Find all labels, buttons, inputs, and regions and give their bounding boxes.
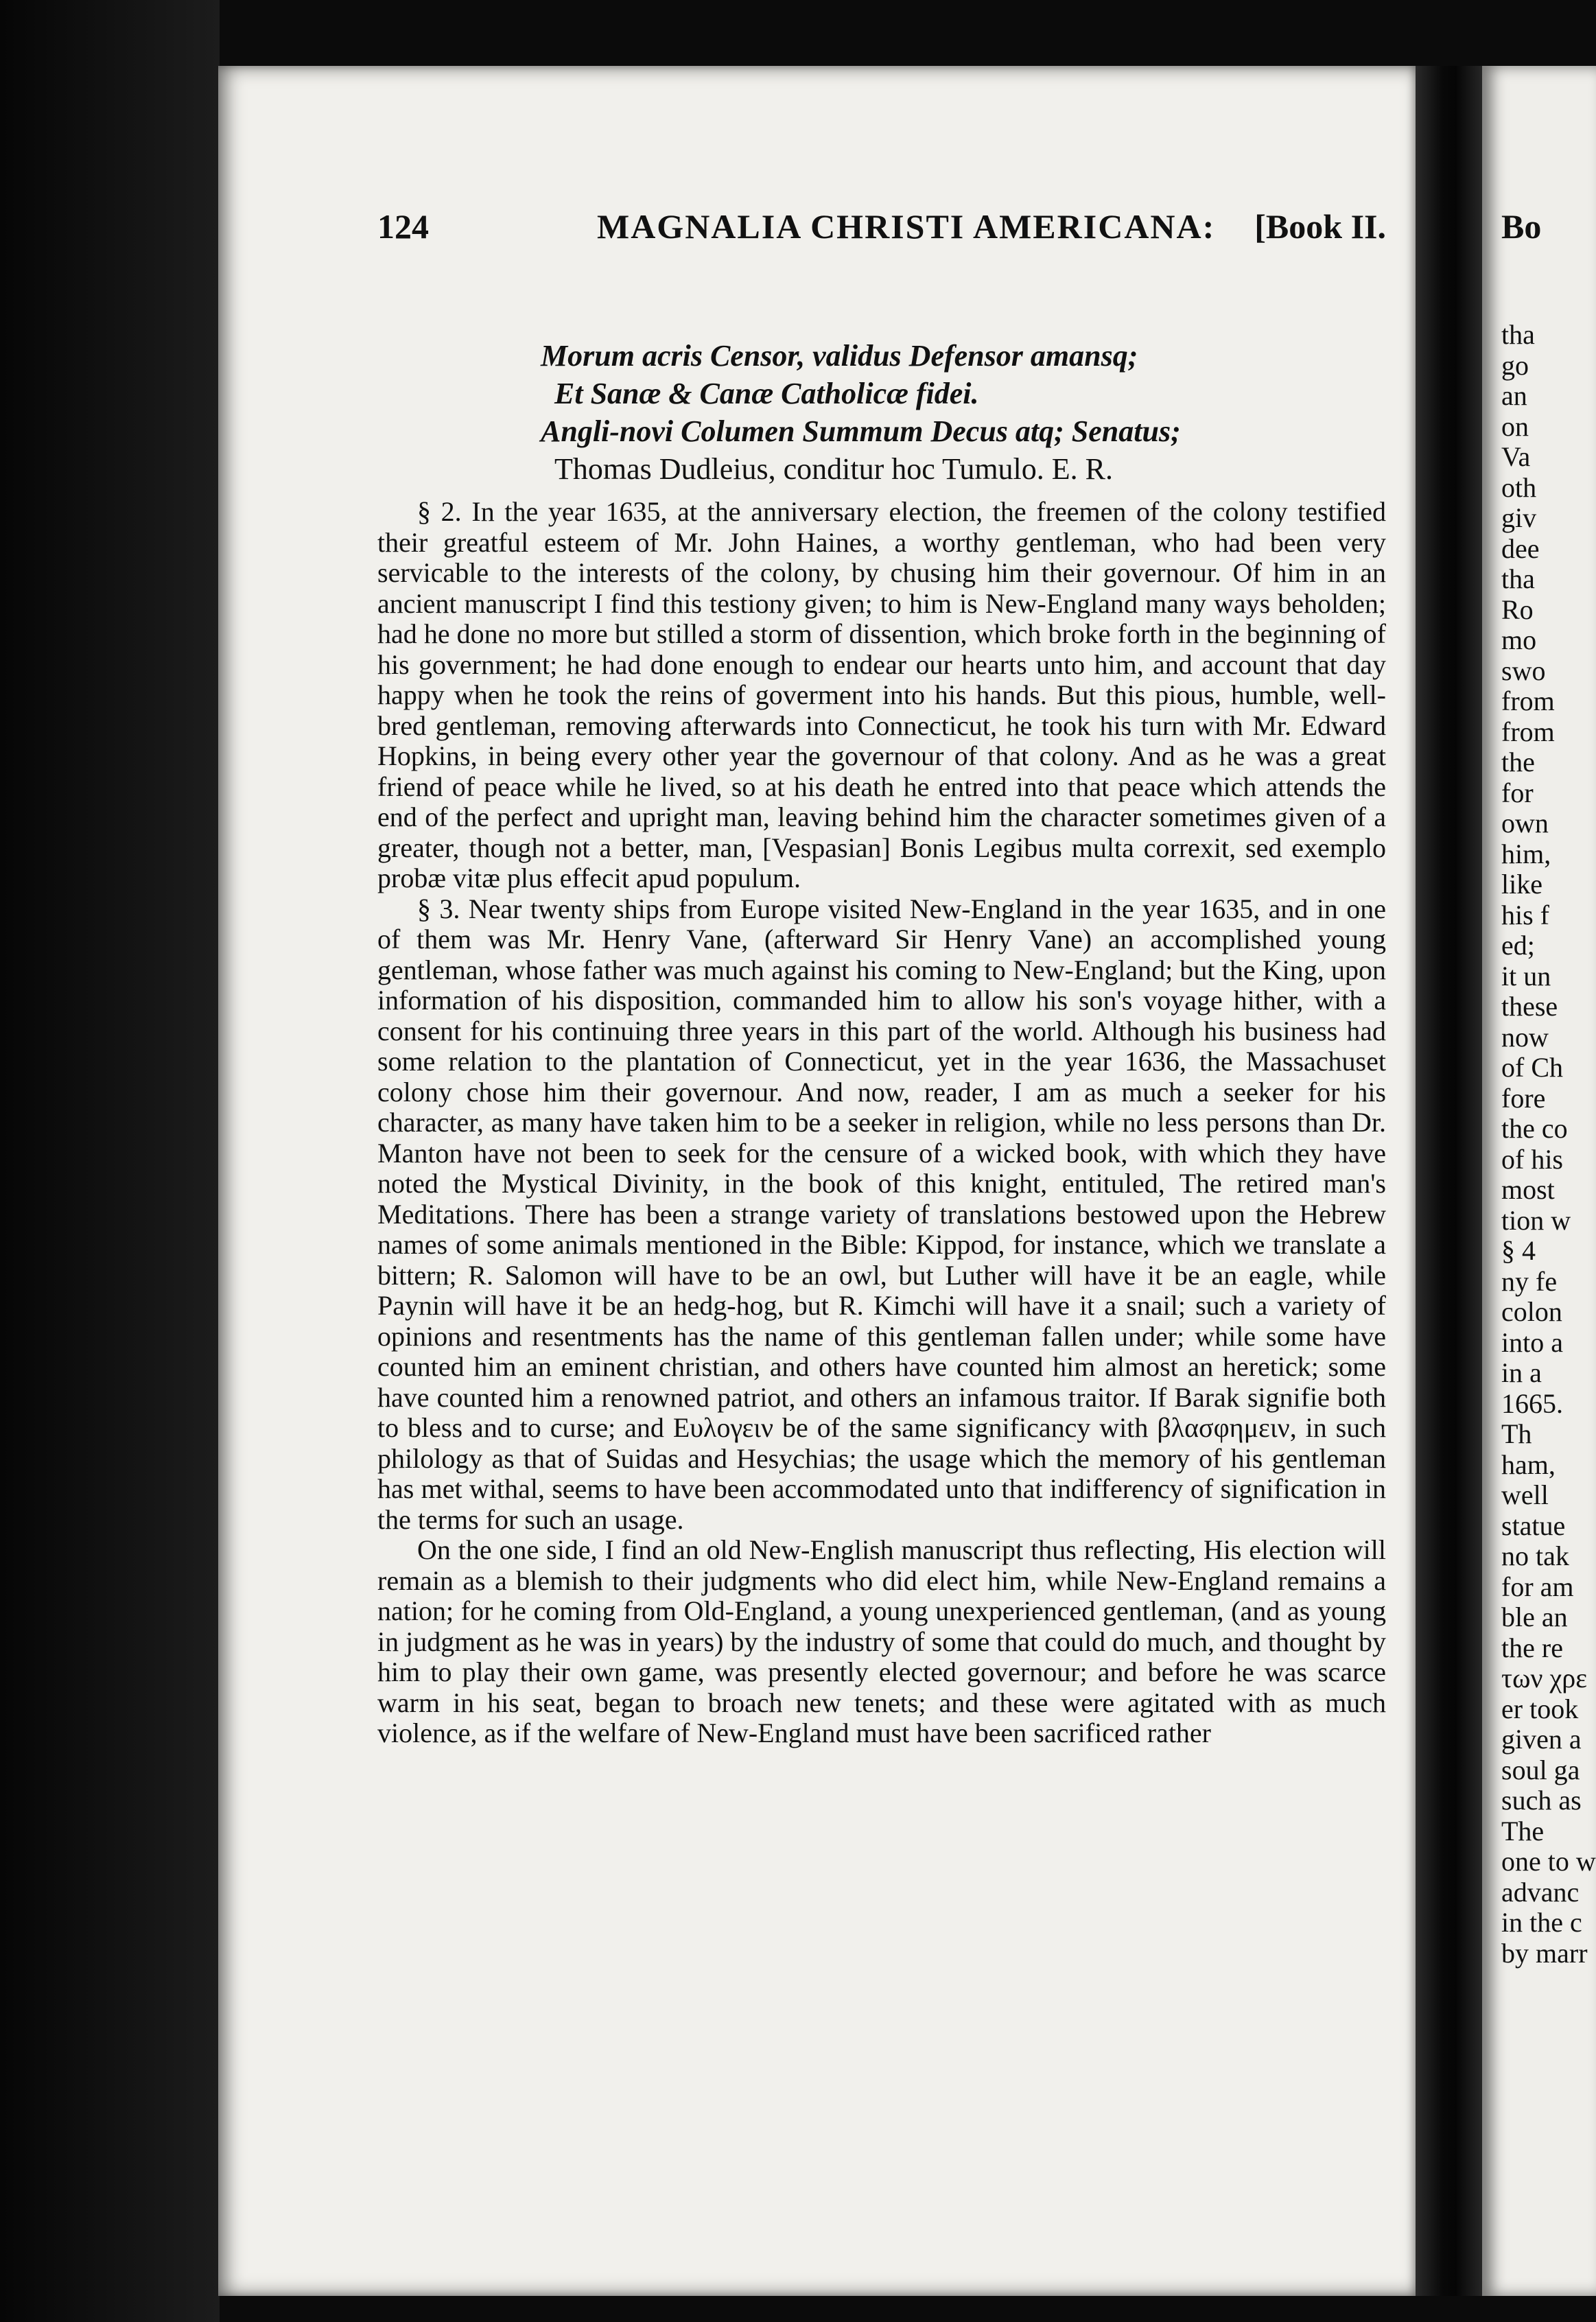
facing-page-line: § 4 xyxy=(1501,1235,1536,1266)
facing-page-line: tha xyxy=(1501,563,1535,594)
facing-page xyxy=(1482,66,1596,2296)
epitaph-line: Angli-novi Columen Summum Decus atq; Senatus; xyxy=(541,414,1181,448)
epitaph-line: Thomas Dudleius, conditur hoc Tumulo. E. R. xyxy=(554,452,1113,486)
facing-page-line: for am xyxy=(1501,1571,1574,1602)
facing-page-line: swo xyxy=(1501,655,1546,686)
facing-page-line: of his xyxy=(1501,1143,1563,1175)
facing-page-line: one to w xyxy=(1501,1846,1596,1877)
facing-page-line: the co xyxy=(1501,1113,1568,1144)
facing-page-line: er took xyxy=(1501,1693,1579,1724)
paragraph-manuscript: On the one side, I find an old New-English manuscript thus reflecting, His election will remain as a blemish to their judgments who did elect him, while New-England remains a nation; for he coming from Old-England, a young unexperienced gentleman, (and as young in judgment as he was in years) by the industry of some that could do much, and thought by him to play their own game, was presently elected governour; and before he was scarce warm in his seat, began to broach new tenets; and these were agitated with as much violence, as if the welfare of New-England must have been sacrificed rather xyxy=(377,1534,1386,1748)
epitaph-line: Et Sanæ & Canæ Catholicæ fidei. xyxy=(554,377,979,410)
facing-page-line: soul ga xyxy=(1501,1754,1580,1785)
epitaph xyxy=(541,337,1416,488)
facing-page-line: των χρε xyxy=(1501,1663,1587,1693)
body-text xyxy=(377,497,1386,1749)
facing-page-line: of Ch xyxy=(1501,1052,1563,1083)
facing-page-line: colon xyxy=(1501,1296,1562,1327)
facing-page-line: such as xyxy=(1501,1785,1582,1816)
facing-page-line: from xyxy=(1501,685,1555,716)
facing-page-line: it un xyxy=(1501,960,1551,992)
running-title: MAGNALIA CHRISTI AMERICANA: xyxy=(597,207,1216,246)
facing-page-line: mo xyxy=(1501,624,1537,655)
facing-page-line: tion w xyxy=(1501,1204,1571,1236)
paragraph-section-2: § 2. In the year 1635, at the anniversary election, the freemen of the colony testified their greatful esteem of Mr. John Haines, a worthy gentleman, who had been very servicable to the interests of the colony, by chusing him their governour. Of him in an ancient manuscript I find this testiony given; to him is New-England many ways beholden; had he done no more but stilled a storm of dissention, which broke forth in the beginning of his government; he had done enough to endear our hearts unto him, and account that day happy when he took the reins of goverment into his hands. But this pious, humble, well-bred gentleman, removing afterwards into Connecticut, he took his turn with Mr. Edward Hopkins, in being every other year the governour of that colony. And as he was a great friend of peace while he lived, so at his death he entred into that peace which attends the end of the perfect and upright man, leaving behind him the character sometimes given of a greater, though not a better, man, [Vespasian] Bonis Legibus multa correxit, sed exemplo probæ vitæ plus effecit apud populum. xyxy=(377,496,1386,893)
page-number: 124 xyxy=(377,207,429,246)
page-header xyxy=(377,207,1386,268)
book-page xyxy=(218,66,1416,2296)
facing-page-line: these xyxy=(1501,991,1558,1022)
facing-page-line: the xyxy=(1501,747,1535,777)
scan-left-margin xyxy=(0,0,220,2322)
facing-page-line: on xyxy=(1501,410,1529,442)
facing-page-line: from xyxy=(1501,716,1555,747)
facing-page-line: statue xyxy=(1501,1510,1566,1541)
facing-page-line: Va xyxy=(1501,441,1531,472)
facing-page-line: ed; xyxy=(1501,930,1535,961)
facing-page-line: Th xyxy=(1501,1418,1532,1449)
facing-page-line: ham, xyxy=(1501,1449,1556,1480)
facing-page-line: an xyxy=(1501,380,1527,411)
facing-page-line: Ro xyxy=(1501,594,1534,625)
facing-page-line: most xyxy=(1501,1174,1555,1205)
facing-page-line: ny fe xyxy=(1501,1265,1558,1297)
epitaph-line: Morum acris Censor, validus Defensor amansq; xyxy=(541,339,1138,373)
facing-page-line: advanc xyxy=(1501,1876,1580,1908)
facing-page-line: like xyxy=(1501,869,1542,900)
facing-page-line: go xyxy=(1501,349,1529,381)
facing-page-line: The xyxy=(1501,1815,1545,1846)
facing-page-line: own xyxy=(1501,808,1549,838)
facing-page-line: into a xyxy=(1501,1326,1563,1358)
facing-page-line: ble an xyxy=(1501,1602,1568,1632)
paragraph-section-3: § 3. Near twenty ships from Europe visited New-England in the year 1635, and in one of them was Mr. Henry Vane, (afterward Sir Henry Vane) an accomplished young gentleman, whose father was much against his coming to New-England; but the King, upon information of his disposition, commanded him to allow his son's voyage hither, with a consent for his continuing three years in this part of the world. Although his business had some relation to the plantation of Connecticut, yet in the year 1636, the Massachuset colony chose him their governour. And now, reader, I am as much a seeker for his character, as many have taken him to be a seeker in religion, while no less persons than Dr. Manton have not been to seek for the censure of a wicked book, with which they have noted the Mystical Divinity, in the book of this knight, entituled, The retired man's Meditations. There has been a strange variety of translations bestowed upon the Hebrew names of some animals mentioned in the Bible: Kippod, for instance, which we translate a bittern; R. Salomon will have to be an owl, but Luther will have it be an eagle, while Paynin will have it be an hedg-hog, but R. Kimchi will have it a snail; such a variety of opinions and resentments has the name of this gentleman fallen under; while some have counted him an eminent christian, and others have counted him almost an heretick; some have counted him a renowned patriot, and others an infamous traitor. If Barak signifie both to bless and to curse; and Ευλογειν be of the same significancy with βλασφημειν, in such philology as that of Suidas and Hesychias; the usage which the memory of his gentleman has met withal, seems to have been accommodated unto that indifferency of signification in the terms for such an usage. xyxy=(377,893,1386,1535)
facing-page-text xyxy=(1501,320,1596,1969)
facing-page-header: Bo xyxy=(1501,207,1542,246)
facing-page-line: fore xyxy=(1501,1082,1546,1114)
facing-page-line: tha xyxy=(1501,319,1535,350)
facing-page-line: by marr xyxy=(1501,1937,1588,1969)
facing-page-line: well xyxy=(1501,1479,1549,1510)
facing-page-line: in the c xyxy=(1501,1907,1582,1938)
facing-page-line: his f xyxy=(1501,899,1549,930)
book-label: [Book II. xyxy=(1254,207,1386,246)
facing-page-line: him, xyxy=(1501,838,1551,869)
facing-page-line: no tak xyxy=(1501,1540,1569,1571)
facing-page-line: for xyxy=(1501,777,1534,808)
facing-page-line: the re xyxy=(1501,1632,1563,1663)
facing-page-line: giv xyxy=(1501,502,1537,533)
facing-page-line: dee xyxy=(1501,532,1540,564)
facing-page-line: now xyxy=(1501,1021,1549,1053)
facing-page-line: 1665. xyxy=(1501,1387,1563,1419)
book-gutter xyxy=(1416,66,1482,2296)
facing-page-line: in a xyxy=(1501,1357,1542,1388)
facing-page-line: oth xyxy=(1501,471,1537,503)
facing-page-line: given a xyxy=(1501,1724,1582,1755)
